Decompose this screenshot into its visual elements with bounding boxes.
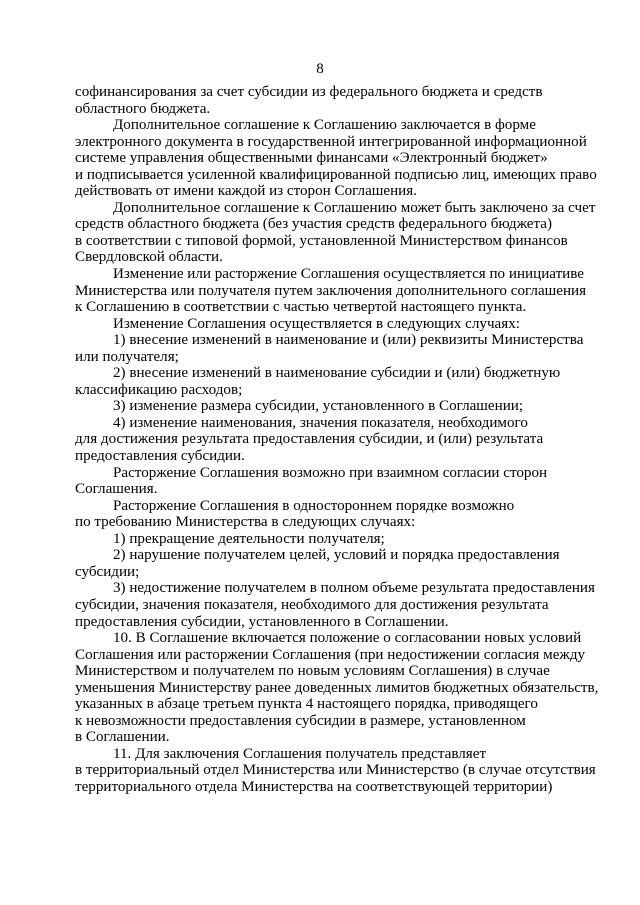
paragraph: Изменение Соглашения осуществляется в следующих случаях: [113, 315, 520, 332]
paragraph: Расторжение Соглашения возможно при взаимном согласии сторон Соглашения. [75, 464, 548, 498]
document-body [75, 84, 608, 796]
paragraph: 10. В Соглашение включается положение о согласовании новых условий Соглашения или расторжении Соглашения (при недостижении согласия между Министерством и получателем по новым условиям Соглашения) в случае уменьшения Министерству ранее доведенных лимитов бюджетных обязательств, указанных в абзаце третьем пункта 4 настоящего порядка, приводящего к невозможности предоставления субсидии в размере, установленном в Соглашении. [75, 630, 599, 746]
page-number: 8 [316, 61, 324, 77]
paragraph: Расторжение Соглашения в одностороннем порядке возможно по требованию Министерства в следующих случаях: [75, 497, 515, 531]
paragraph: 11. Для заключения Соглашения получатель представляет в территориальный отдел Министерства или Министерство (в случае отсутствия территориального отдела Министерства на соответствующей территории) [75, 745, 596, 795]
list-item: 2) внесение изменений в наименование субсидии и (или) бюджетную классификацию расходов; [75, 365, 561, 398]
paragraph: Дополнительное соглашение к Соглашению заключается в форме электронного документа в государственной интегрированной информационной системе управления общественными финансами «Электронный бюджет» и подписывается усиленной квалифицированной подписью лиц, имеющих право действовать от имени каждой из сторон Соглашения. [75, 117, 597, 200]
list-item: 1) внесение изменений в наименование и (или) реквизиты Министерства или получателя; [75, 332, 584, 365]
paragraph-continued: софинансирования за счет субсидии из федерального бюджета и средств областного бюджета. [75, 84, 543, 117]
list-item: 2) нарушение получателем целей, условий и порядка предоставления субсидии; [75, 547, 560, 580]
paragraph: Изменение или расторжение Соглашения осуществляется по инициативе Министерства или получателя путем заключения дополнительного соглашения к Соглашению в соответствии с частью четвертой настоящего пункта. [75, 266, 587, 316]
list-item: 4) изменение наименования, значения показателя, необходимого для достижения результата предоставления субсидии, и (или) результата предоставления субсидии. [75, 414, 544, 465]
paragraph: Дополнительное соглашение к Соглашению может быть заключено за счет средств областного бюджета (без участия средств федерального бюджета) в соответствии с типовой формой, установленной Министерством финансов Свердловской области. [75, 199, 596, 266]
list-item: 1) прекращение деятельности получателя; [113, 530, 385, 547]
list-item: 3) недостижение получателем в полном объеме результата предоставления субсидии, значения показателя, необходимого для достижения результата предоставления субсидии, установленного в Соглашении. [75, 580, 595, 630]
list-item: 3) изменение размера субсидии, установленного в Соглашении; [113, 398, 524, 415]
